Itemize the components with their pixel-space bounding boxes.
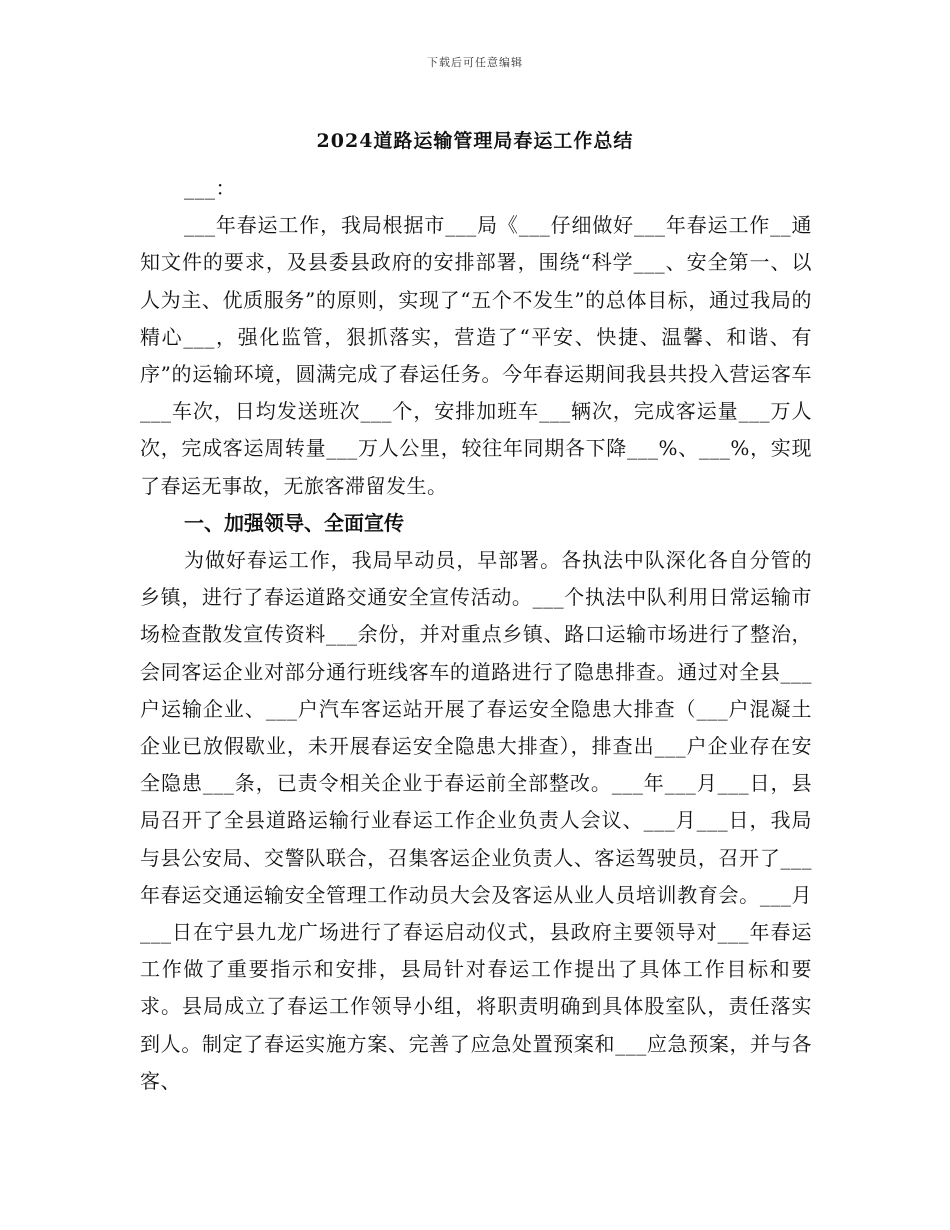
section-heading-1: 一、加强领导、全面宣传 xyxy=(184,510,404,535)
salutation: ___： xyxy=(184,176,236,200)
header-note: 下载后可任意编辑 xyxy=(427,56,523,69)
intro-paragraph: ___年春运工作，我局根据市___局《___仔细做好___年春运工作__通知文件的要求，及县委县政府的安排部署，围绕“科学___、安全第一、以人为主、优质服务”的原则，实现了“五个不发生”的总体目标，通过我局的精心___，强化监管，狠抓落实，营造了“平安、快捷、温馨、和谐、有序”的运输环境，圆满完成了春运任务。今年春运期间我县共投入营运客车___车次，日均发送班次___个，安排加班车___辆次，完成客运量___万人次，完成客运周转量___万人公里，较往年同期各下降___%、___%，实现了春运无事故，无旅客滞留发生。 xyxy=(140,213,812,498)
document-body xyxy=(140,170,812,1100)
document-title: 2024道路运输管理局春运工作总结 xyxy=(316,130,634,152)
section-1-paragraph: 为做好春运工作，我局早动员，早部署。各执法中队深化各自分管的乡镇，进行了春运道路交通安全宣传活动。___个执法中队利用日常运输市场检查散发宣传资料___余份，并对重点乡镇、路口运输市场进行了整治，会同客运企业对部分通行班线客车的道路进行了隐患排查。通过对全县___户运输企业、___户汽车客运站开展了春运安全隐患大排查（___户混凝土企业已放假歇业，未开展春运安全隐患大排查），排查出___户企业存在安全隐患___条，已责令相关企业于春运前全部整改。___年___月___日，县局召开了全县道路运输行业春运工作企业负责人会议、___月___日，我局与县公安局、交警队联合，召集客运企业负责人、客运驾驶员，召开了___年春运交通运输安全管理工作动员大会及客运从业人员培训教育会。___月___日在宁县九龙广场进行了春运启动仪式，县政府主要领导对___年春运工作做了重要指示和安排，县局针对春运工作提出了具体工作目标和要求。县局成立了春运工作领导小组，将职责明确到具体股室队，责任落实到人。制定了春运实施方案、完善了应急处置预案和___应急预案，并与各客、 xyxy=(140,548,812,1093)
